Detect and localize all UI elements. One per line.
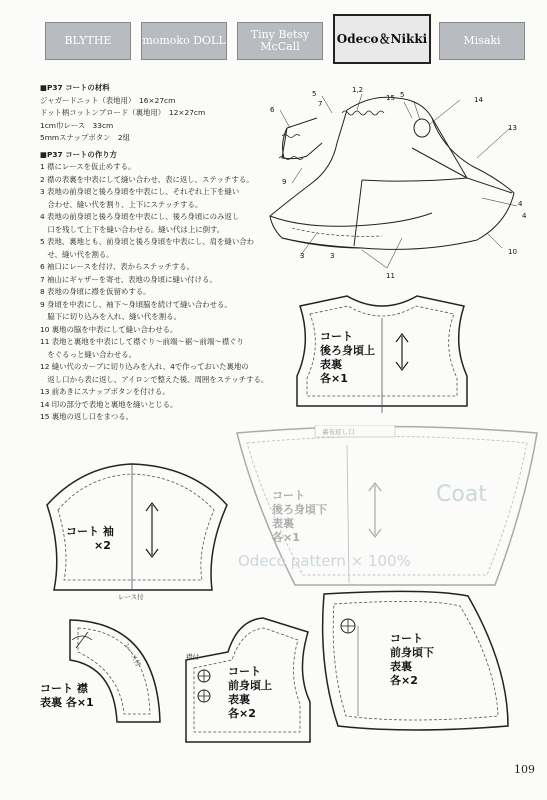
diagram-label: 4 <box>518 200 523 208</box>
collar-label: コート 襟 表裏 各×1 <box>40 682 94 709</box>
diagram-label: 7 <box>318 100 323 108</box>
diagram-label: 6 <box>270 106 275 114</box>
diagram-label: 10 <box>508 248 517 256</box>
step: 6 袖口にレースを付け、表からステッチする。 <box>40 262 195 271</box>
step: 1 襟にレースを仮止めする。 <box>40 162 136 171</box>
diagram-label: 11 <box>386 272 395 280</box>
tab-misaki[interactable]: Misaki <box>439 22 525 60</box>
diagram-label: 5 <box>312 90 317 98</box>
sleeve-lace-note: レース付 <box>118 593 144 601</box>
step: 口を残して上下を縫い合わせる。縫い代は上に倒す。 <box>40 224 225 234</box>
step: 12 縫い代のカーブに切り込みを入れ、4で作っておいた裏地の <box>40 362 249 371</box>
diagram-label: 1,2 <box>352 86 364 94</box>
step: 15 裏地の返し口をまつる。 <box>40 412 134 421</box>
step: 2 襟の表裏を中表にして縫い合わせ、表に返し、ステッチする。 <box>40 174 254 184</box>
tab-momoko-doll[interactable]: momoko DOLL <box>141 22 227 60</box>
step: 5 表地、裏地とも、前身頃と後ろ身頃を中表にし、肩を縫い合わ <box>40 237 254 246</box>
diagram-label: 3 <box>300 252 305 260</box>
diagram-label: 14 <box>474 96 483 104</box>
doll-category-tabs <box>45 14 525 64</box>
steps-title: ■P37 コートの作り方 <box>40 149 117 159</box>
collar-lace-note: レース付 <box>122 641 143 668</box>
diagram-label: 4 <box>522 212 527 220</box>
diagram-label: 9 <box>282 178 287 186</box>
page-number: 109 <box>514 763 535 776</box>
watermark-coat: Coat <box>436 482 487 507</box>
diagram-label: 5 <box>400 91 405 99</box>
sleeve-label: コート 袖 ×2 <box>66 525 114 552</box>
step: 4 表地の前身頃と後ろ身頃を中表にし、後ろ身頃にのみ返し <box>40 212 240 221</box>
back-lower-label: コート 後ろ身頃下 表裏 各×1 <box>272 489 327 544</box>
step: 14 印の部分で表地と裏地を縫いとじる。 <box>40 399 178 409</box>
pattern-collar <box>62 612 172 732</box>
step: 8 表地の身頃に襟を仮留めする。 <box>40 287 151 296</box>
pattern-back-upper <box>292 288 472 413</box>
watermark-caption: Odeco pattern × 100% <box>238 552 411 570</box>
step: 13 前あきにスナップボタンを付ける。 <box>40 387 170 396</box>
front-upper-collar-note: 襟付 <box>186 653 199 661</box>
diagram-label: 13 <box>508 124 517 132</box>
tab-blythe[interactable]: BLYTHE <box>45 22 131 60</box>
step: 脇下に切り込みを入れ、縫い代を割る。 <box>40 312 181 321</box>
diagram-label: 15 <box>386 94 395 102</box>
material-item: 1cm巾レース 33cm <box>40 120 114 130</box>
materials-title: ■P37 コートの材料 <box>40 83 110 92</box>
step: せ、縫い代を割る。 <box>40 249 114 259</box>
step: 10 裏地の脇を中表にして縫い合わせる。 <box>40 324 178 334</box>
tab-tiny-betsy-mccall[interactable]: Tiny Betsy McCall <box>237 22 323 60</box>
step: 合わせ、縫い代を割り、上下にステッチする。 <box>40 199 203 209</box>
step: 3 表地の前身頃と後ろ身頃を中表にし、それぞれ上下を縫い <box>40 187 240 196</box>
step: 返し口から表に返し、アイロンで整えた後、周囲をステッチする。 <box>40 374 269 384</box>
step: をぐるっと縫い合わせる。 <box>40 349 137 359</box>
front-lower-label: コート 前身頃下 表裏 各×2 <box>390 632 434 687</box>
back-upper-label: コート 後ろ身頃上 表裏 各×1 <box>320 330 375 385</box>
step: 9 身頃を中表にし、袖下〜身頃脇を続けて縫い合わせる。 <box>40 299 232 309</box>
step: 11 表地と裏地を中表にして襟ぐり〜前端〜裾〜前端〜襟ぐり <box>40 337 244 346</box>
step: 7 袖山にギャザーを寄せ、表地の身頃に縫い付ける。 <box>40 274 217 284</box>
front-upper-label: コート 前身頃上 表裏 各×2 <box>228 665 272 720</box>
coat-illustration <box>262 88 542 278</box>
back-lower-opening-note: 裏布返し口 <box>322 428 355 436</box>
diagram-label: 3 <box>330 252 335 260</box>
material-item: ジャガードニット（表地用） 16×27cm <box>40 95 176 105</box>
material-item: 5mmスナップボタン 2組 <box>40 133 131 142</box>
material-item: ドット柄コットンブロード（裏地用） 12×27cm <box>40 108 206 117</box>
tab-odeco-nikki[interactable]: Odeco＆Nikki <box>333 14 431 64</box>
